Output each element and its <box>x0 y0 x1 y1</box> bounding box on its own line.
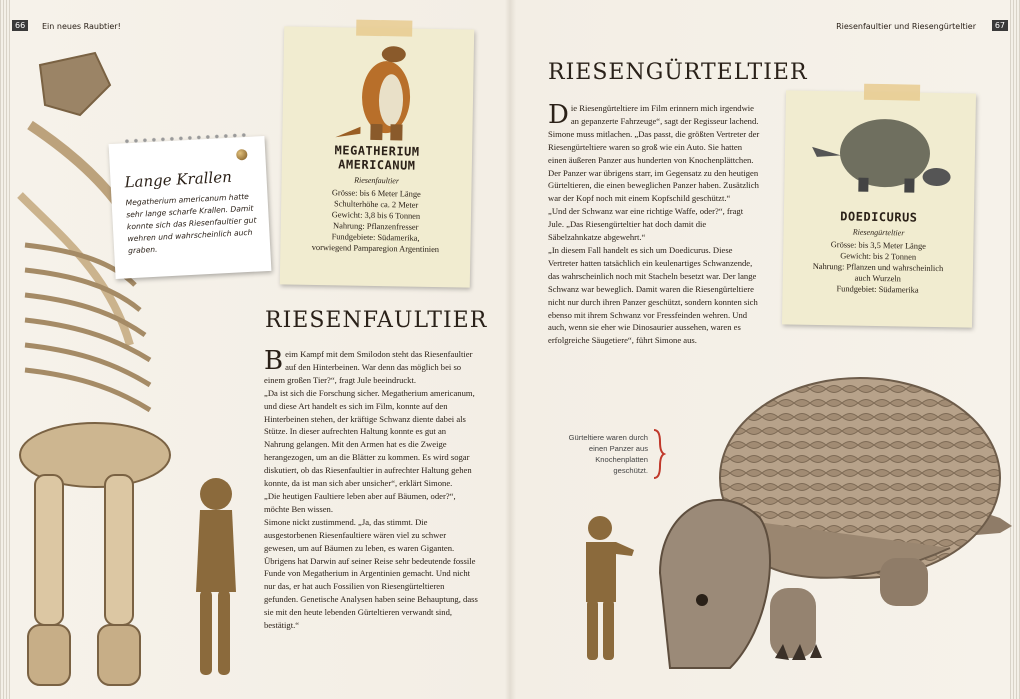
megatherium-location-detail: vorwiegend Pamparegion Argentinien <box>311 242 440 255</box>
girl-silhouette <box>186 472 246 682</box>
faultier-p4: Simone nickt zustimmend. „Ja, das stimmt. Die ausgestorbenen Riesenfaultiere wären viel zu schwer gewesen, um auf Bäumen zu leben, es waren Giganten. Übrigens hat Darwin auf seiner Reise sehr bedeutende fossile Funde von Megatherium in Argentinien gemacht. Und nicht nur das, er hat auch Fossilien von Riesengürteltieren gefunden. Genetische Analysen haben seine Behauptung, dass sie mit den heute lebenden Gürteltieren verwandt sind, bestätigt.“ <box>264 516 478 631</box>
faultier-p3: „Die heutigen Faultiere leben aber auf Bäumen, oder?“, möchte Ben wissen. <box>264 490 456 514</box>
doedicurus-weight: Gewicht: bis 2 Tonnen <box>840 251 917 262</box>
note-title: Lange Krallen <box>124 167 233 192</box>
riesenguerteltier-illustration <box>650 368 1020 688</box>
doedicurus-fact-card <box>782 90 976 327</box>
guerteltier-p1: ie Riesengürteltiere im Film erinnern mich irgendwie an gepanzerte Fahrzeuge“, sagt der Regisseur lachend. <box>570 103 759 126</box>
right-page-number: 67 <box>992 20 1008 31</box>
megatherium-weight: Gewicht: 3,8 bis 6 Tonnen <box>331 210 421 221</box>
right-running-head: Riesenfaultier und Riesengürteltier <box>836 22 976 31</box>
heading-riesenguerteltier: RIESENGÜRTELTIER <box>548 60 808 85</box>
tape-strip <box>864 84 920 101</box>
faultier-p1: eim Kampf mit dem Smilodon steht das Riesenfaultier auf den Hinterbeinen. War denn das möglich bei so einem großen Tier?“, fragt Jule beeindruckt. <box>264 349 473 385</box>
megatherium-size: Grösse: bis 6 Meter Länge <box>331 188 421 199</box>
guerteltier-p3: „Und der Schwanz war eine richtige Waffe, oder?“, fragt Jule. „Das Riesengürteltier hat doch damit die Säbelzahnkatze abgewehrt.“ <box>548 206 744 243</box>
guerteltier-p2: Simone muss mitlachen. „Das passt, die größten Vertreter der Riesengürteltiere waren so groß wie ein Auto. Sie hatten einen äußeren Panzer aus hunderten von Knochenplättchen. Der Panzer war übrigens starr, im Gegensatz zu den heutigen Gürteltieren, die einen beweglichen Panzer haben. Zusätzlich war der Kopf noch mit einem Kopfschild geschützt.“ <box>548 128 760 204</box>
megatherium-name-line2: AMERICANUM <box>338 157 416 173</box>
faultier-p2: „Da ist sich die Forschung sicher. Megatherium americanum, und diese Art handelt es sich im Film, konnte auf den Hinterbeinen stehen, der kräftige Schwanz diente dabei als Stütze. In dieser aufrechten Haltung konnte es gut an Nahrung gelangen. Mit den Armen hat es die Zweige herangezogen, um an die Blätter zu kommen. Es wird sogar diskutiert, ob das Riesenfaultier in aufrechter Haltung gehen konnte, da ist man sich aber unsicher“, erklärt Simone. <box>264 387 475 489</box>
lange-krallen-note <box>109 136 272 279</box>
tape-strip <box>356 20 412 37</box>
heading-riesenfaultier: RIESENFAULTIER <box>265 308 488 333</box>
guerteltier-p4: „In diesem Fall handelt es sich um Doedicurus. Diese Vertreter hatten tatsächlich ein keulenartiges Schwanzende, das wahrscheinlich noch mit Stacheln besetzt war. Der lange Schwanz war beweglich. Damit waren die Riesengürteltiere nicht nur durch ihren Panzer geschützt, sondern konnten sich ebenso mit ihrem Schwanz vor Fressfeinden wehren. Und auch, wenn sie eher wie Dinosaurier aussehen, waren es erfolgreiche Säugetiere“, führt Simone aus. <box>548 244 758 346</box>
megatherium-fact-card <box>280 26 474 287</box>
megatherium-location: Fundgebiete: Südamerika, <box>331 232 420 243</box>
left-page-number: 66 <box>12 20 28 31</box>
pushpin-icon <box>236 149 248 161</box>
megatherium-food: Nahrung: Pflanzenfresser <box>333 221 419 232</box>
doedicurus-food: Nahrung: Pflanzen und wahrscheinlich <box>812 261 944 274</box>
megatherium-name-line1: MEGATHERIUM <box>334 143 420 159</box>
dropcap-b: B <box>264 346 284 376</box>
megatherium-latin: Riesenfaultier <box>354 175 400 186</box>
note-text: Megatherium americanum hatte sehr lange scharfe Krallen. Damit konnte sich das Riesenfaultier gut wehren und wahrscheinlich auch graben. <box>125 191 257 256</box>
left-running-head: Ein neues Raubtier! <box>42 22 121 31</box>
doedicurus-location: Fundgebiet: Südamerika <box>836 284 919 295</box>
doedicurus-food-detail: auch Wurzeln <box>854 273 901 284</box>
dropcap-d: D <box>548 100 569 130</box>
boy-silhouette <box>578 512 638 662</box>
doedicurus-name: DOEDICURUS <box>840 209 918 225</box>
body-riesenguerteltier <box>548 102 760 347</box>
body-riesenfaultier <box>264 348 478 632</box>
doedicurus-latin: Riesengürteltier <box>852 227 905 238</box>
doedicurus-illustration <box>806 107 958 200</box>
armor-caption: Gürteltiere waren durch einen Panzer aus Knochenplatten geschützt. <box>568 433 648 475</box>
megatherium-shoulder: Schulterhöhe ca. 2 Meter <box>334 199 419 210</box>
doedicurus-size: Grösse: bis 3,5 Meter Länge <box>830 240 926 251</box>
megatherium-illustration <box>330 41 432 143</box>
